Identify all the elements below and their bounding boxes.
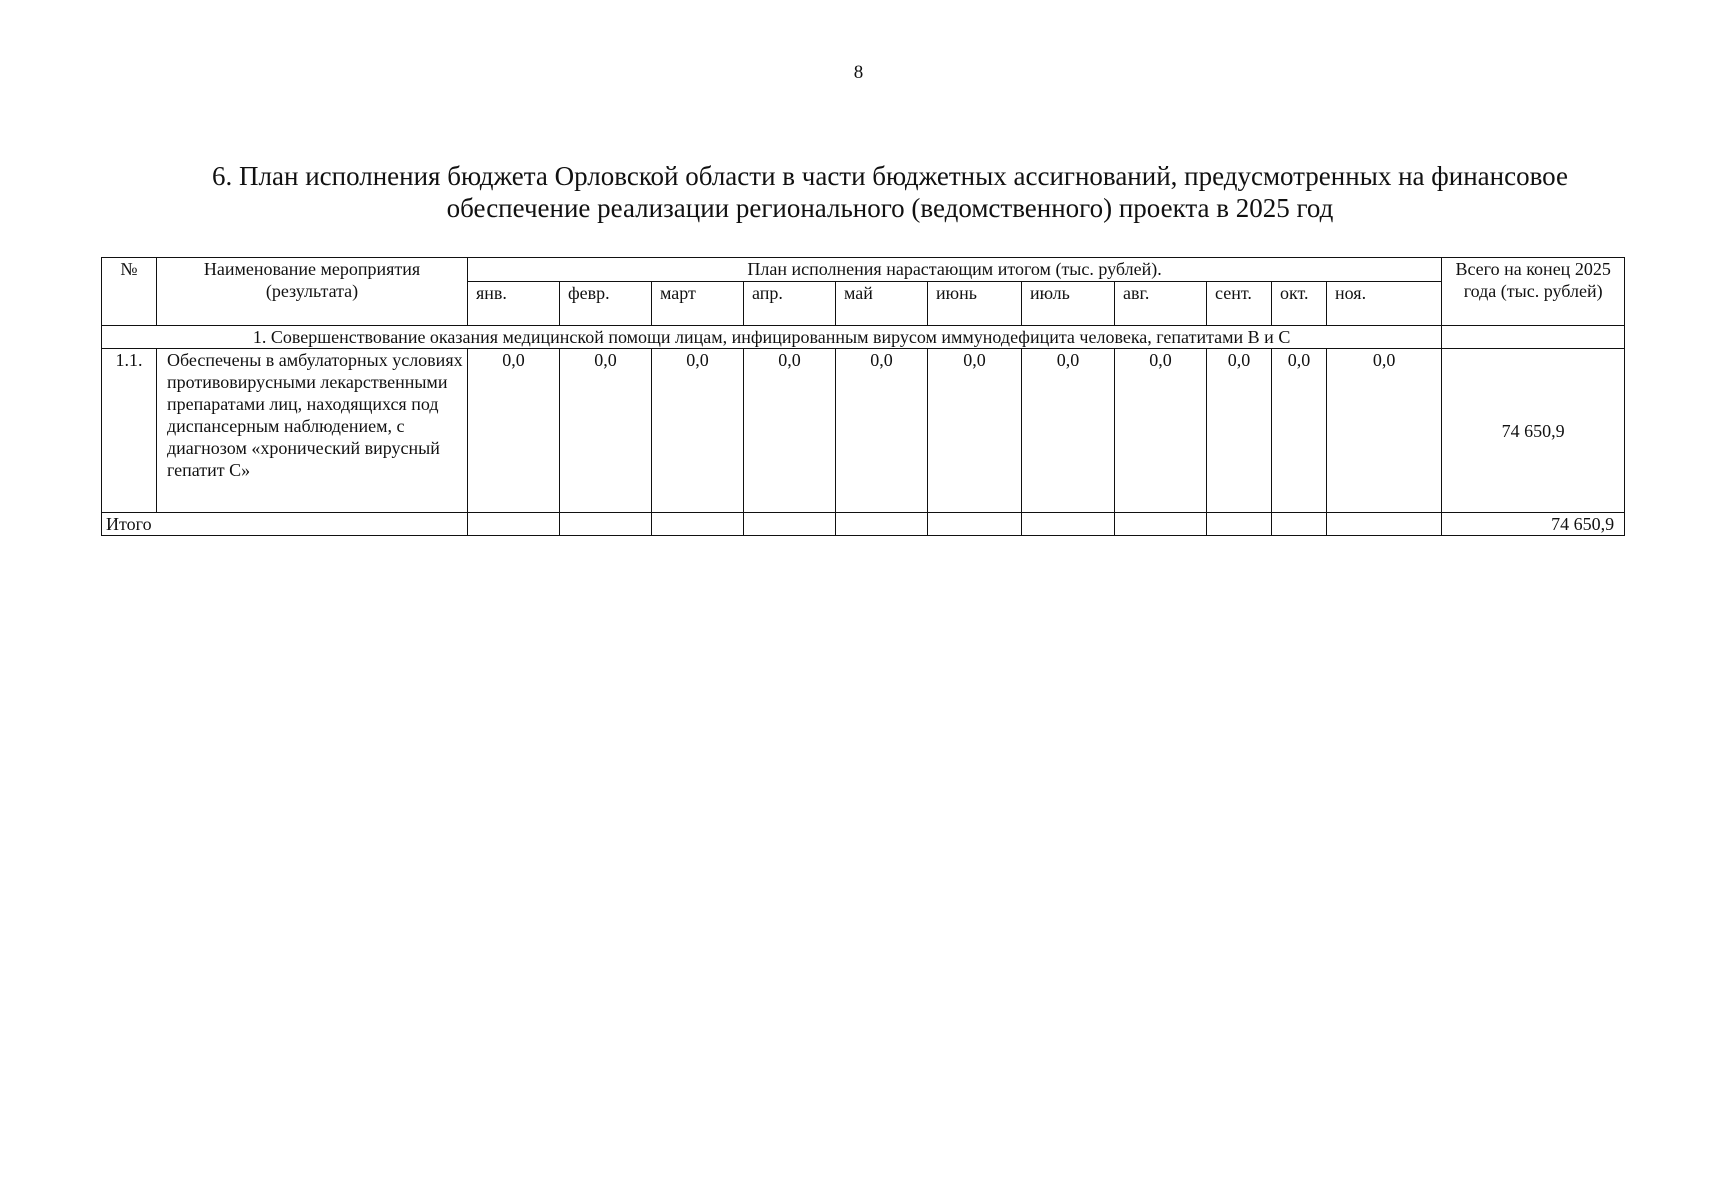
footer-row <box>102 513 1625 536</box>
section-row <box>102 326 1625 349</box>
budget-plan-table <box>101 257 1625 536</box>
section-title <box>100 160 1680 224</box>
header-month-aug: авг. <box>1115 282 1207 326</box>
row-value-may: 0,0 <box>836 349 928 513</box>
header-num: № <box>102 258 157 326</box>
row-value-jun: 0,0 <box>928 349 1022 513</box>
header-month-jun: июнь <box>928 282 1022 326</box>
page-number: 8 <box>853 62 864 83</box>
section-title-line-1: 6. План исполнения бюджета Орловской области в части бюджетных ассигнований, предусмотренных на финансовое <box>212 161 1568 191</box>
header-month-jul: июль <box>1022 282 1115 326</box>
row-index: 1.1. <box>102 349 157 513</box>
footer-empty-may <box>836 513 928 536</box>
row-value-feb: 0,0 <box>560 349 652 513</box>
footer-empty-jul <box>1022 513 1115 536</box>
footer-empty-apr <box>744 513 836 536</box>
footer-empty-jun <box>928 513 1022 536</box>
row-value-nov: 0,0 <box>1327 349 1442 513</box>
header-month-sep: сент. <box>1207 282 1272 326</box>
footer-label: Итого <box>102 513 468 536</box>
footer-empty-mar <box>652 513 744 536</box>
footer-empty-sep <box>1207 513 1272 536</box>
row-name: Обеспечены в амбулаторных условиях противовирусными лекарственными препаратами лиц, находящихся под диспансерным наблюдением, с диагнозом «хронический вирусный гепатит С» <box>157 349 468 513</box>
footer-empty-oct <box>1272 513 1327 536</box>
row-value-aug: 0,0 <box>1115 349 1207 513</box>
section-title-line-2: обеспечение реализации регионального (ведомственного) проекта в 2025 год <box>446 193 1334 223</box>
header-month-mar: март <box>652 282 744 326</box>
row-value-apr: 0,0 <box>744 349 836 513</box>
row-value-oct: 0,0 <box>1272 349 1327 513</box>
footer-empty-feb <box>560 513 652 536</box>
table-row <box>102 349 1625 513</box>
section-label: 1. Совершенствование оказания медицинской помощи лицам, инфицированным вирусом иммунодефицита человека, гепатитами В и С <box>102 326 1442 349</box>
footer-empty-aug <box>1115 513 1207 536</box>
footer-total: 74 650,9 <box>1442 513 1625 536</box>
header-month-nov: ноя. <box>1327 282 1442 326</box>
row-total: 74 650,9 <box>1442 349 1625 513</box>
row-value-jan: 0,0 <box>468 349 560 513</box>
row-value-jul: 0,0 <box>1022 349 1115 513</box>
row-value-sep: 0,0 <box>1207 349 1272 513</box>
section-total-empty <box>1442 326 1625 349</box>
header-month-apr: апр. <box>744 282 836 326</box>
header-name: Наименование мероприятия (результата) <box>157 258 468 326</box>
row-value-mar: 0,0 <box>652 349 744 513</box>
header-month-jan: янв. <box>468 282 560 326</box>
footer-empty-nov <box>1327 513 1442 536</box>
header-total: Всего на конец 2025 года (тыс. рублей) <box>1442 258 1625 326</box>
header-month-feb: февр. <box>560 282 652 326</box>
header-month-may: май <box>836 282 928 326</box>
header-plan-group: План исполнения нарастающим итогом (тыс. рублей). <box>468 258 1442 282</box>
header-month-oct: окт. <box>1272 282 1327 326</box>
footer-empty-jan <box>468 513 560 536</box>
